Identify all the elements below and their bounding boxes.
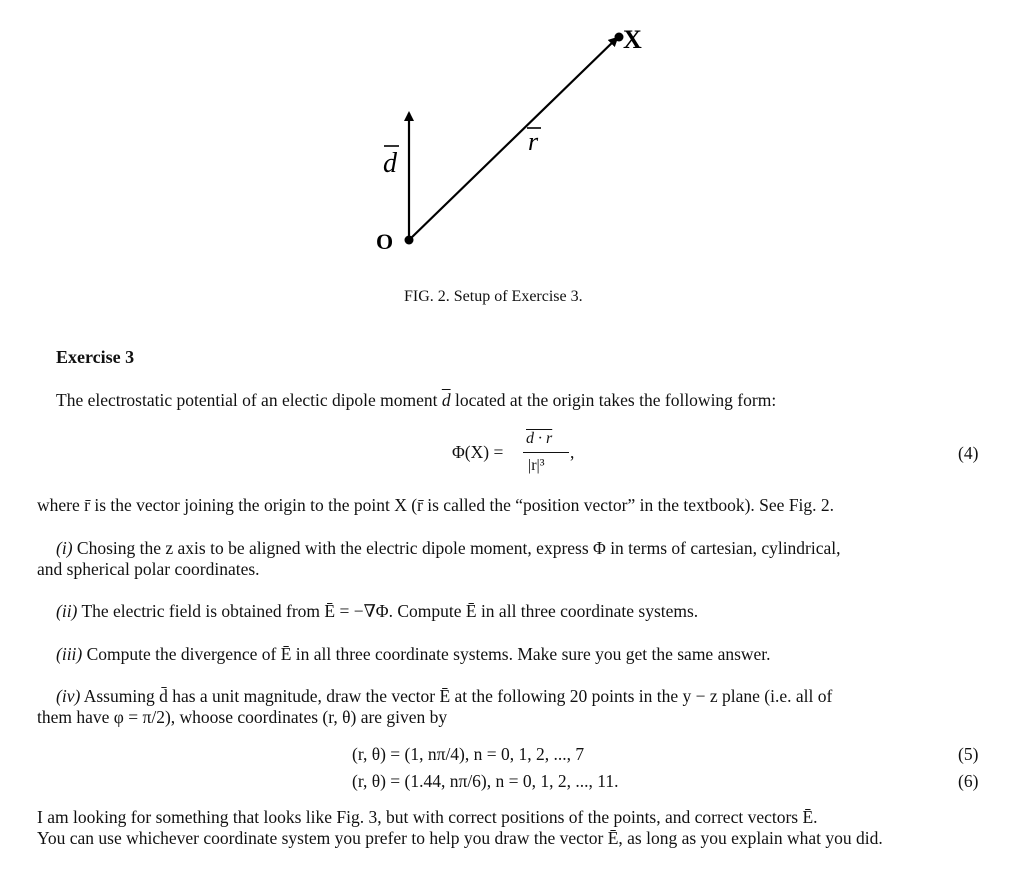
vector-r-arrow bbox=[409, 38, 617, 240]
equation-5: (r, θ) = (1, nπ/4), n = 0, 1, 2, ..., 7 bbox=[352, 744, 585, 764]
eq4-comma: , bbox=[570, 442, 575, 462]
vector-r-label: r bbox=[528, 127, 539, 156]
intro-dipole-symbol: $\overline{d}$ bbox=[441, 390, 451, 410]
part-i-line1 bbox=[56, 538, 841, 559]
part-iv-text: Assuming d̄ has a unit magnitude, draw the vector Ē at the following 20 points in the y − z plane (i.e. all of bbox=[80, 686, 833, 706]
part-iii bbox=[56, 644, 771, 665]
part-iv-line1 bbox=[56, 686, 832, 707]
eq4-lhs: Φ(X) = bbox=[452, 442, 504, 462]
eq4-number: (4) bbox=[958, 443, 979, 463]
part-ii-label: (ii) bbox=[56, 601, 78, 621]
part-i-text: Chosing the z axis to be aligned with the electric dipole moment, express Φ in terms of cartesian, cylindrical, bbox=[72, 538, 841, 558]
point-x-label: X bbox=[623, 25, 642, 54]
closing-line2: You can use whichever coordinate system you prefer to help you draw the vector Ē, as long as you explain what you did. bbox=[37, 828, 883, 848]
eq4-fraction-bar bbox=[523, 452, 569, 453]
part-iv-label: (iv) bbox=[56, 686, 81, 706]
intro-line bbox=[56, 390, 776, 411]
vector-d-label: d bbox=[383, 148, 397, 179]
part-ii bbox=[56, 601, 698, 622]
point-o-label: O bbox=[376, 229, 394, 254]
part-iii-label: (iii) bbox=[56, 644, 83, 664]
eq4-denominator: |r|³ bbox=[528, 457, 545, 474]
part-ii-text: The electric field is obtained from Ē = −∇Φ. Compute Ē in all three coordinate systems. bbox=[77, 601, 699, 621]
intro-text-b: located at the origin takes the following form: bbox=[450, 390, 777, 410]
intro-text-a: The electrostatic potential of an electic dipole moment bbox=[56, 390, 442, 410]
origin-point bbox=[405, 236, 414, 245]
part-i-label: (i) bbox=[56, 538, 73, 558]
exercise-heading: Exercise 3 bbox=[56, 347, 135, 367]
eq5-number: (5) bbox=[958, 744, 979, 764]
part-i-line2: and spherical polar coordinates. bbox=[37, 559, 260, 579]
figure-2 bbox=[0, 0, 1024, 310]
figure-caption: FIG. 2. Setup of Exercise 3. bbox=[404, 288, 583, 305]
equation-6: (r, θ) = (1.44, nπ/6), n = 0, 1, 2, ..., 11. bbox=[352, 771, 619, 791]
part-iii-text: Compute the divergence of Ē in all three coordinate systems. Make sure you get the same answer. bbox=[82, 644, 771, 664]
part-iv-line2: them have φ = π/2), whoose coordinates (r, θ) are given by bbox=[37, 707, 448, 727]
eq4-numerator: d · r bbox=[526, 430, 553, 447]
where-line: where r̄ is the vector joining the origin to the point X (r̄ is called the “position vector” in the textbook). See Fig. 2. bbox=[37, 495, 835, 515]
eq6-number: (6) bbox=[958, 771, 979, 791]
closing-line1: I am looking for something that looks like Fig. 3, but with correct positions of the points, and correct vectors Ē. bbox=[37, 807, 818, 827]
